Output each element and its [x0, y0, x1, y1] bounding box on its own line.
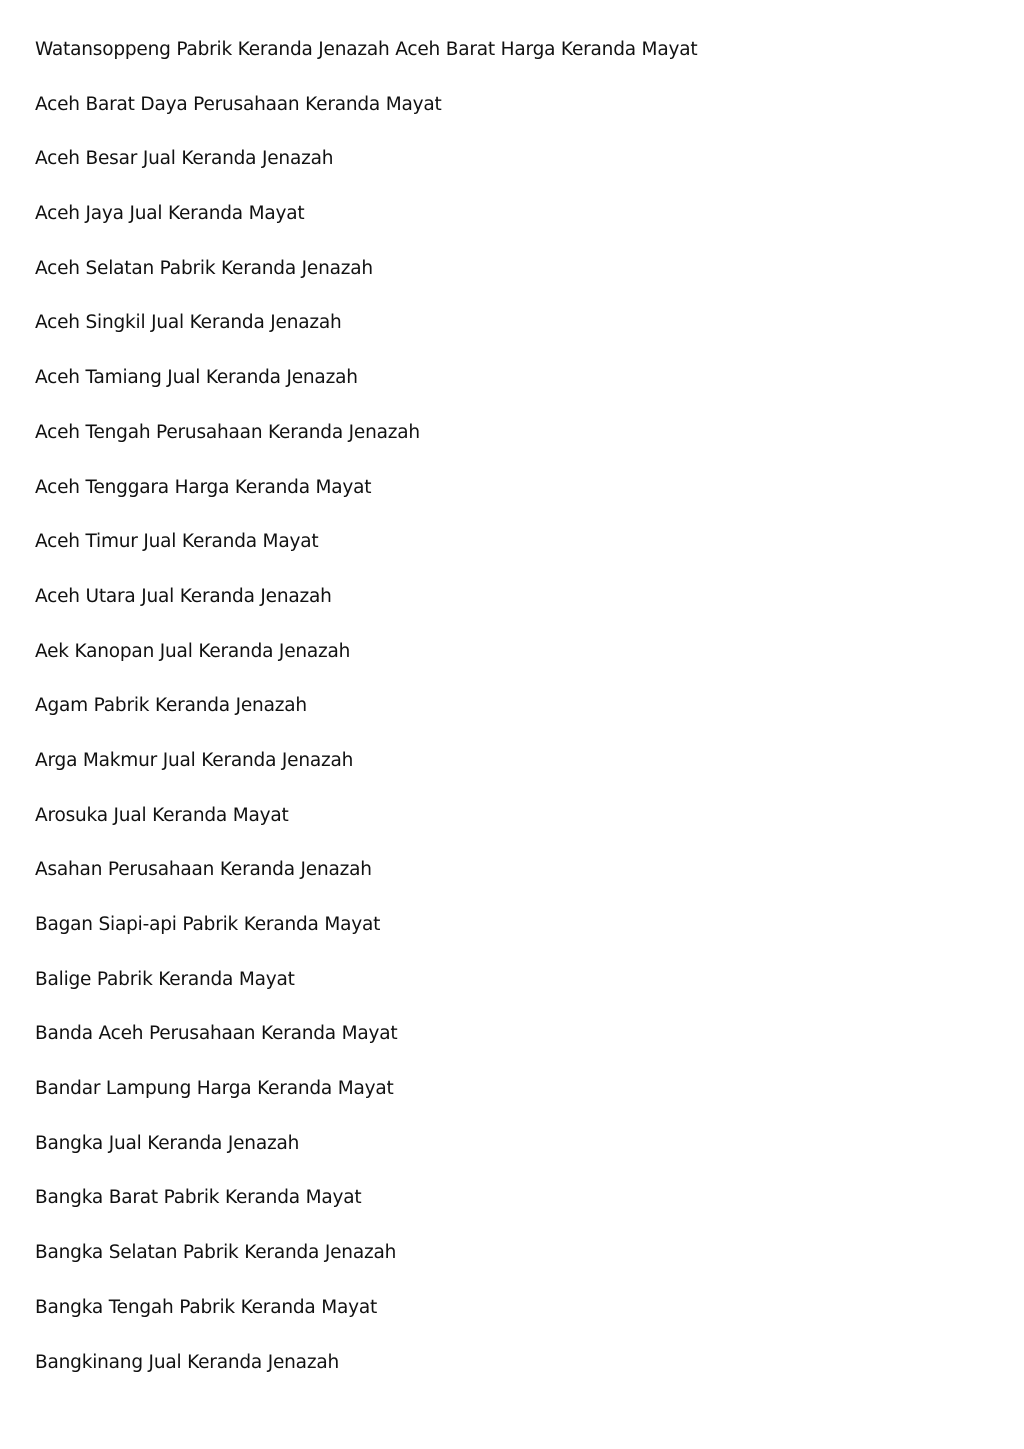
- text-line: Agam Pabrik Keranda Jenazah: [35, 695, 307, 717]
- text-line: Aek Kanopan Jual Keranda Jenazah: [35, 640, 351, 662]
- text-line: Bangka Selatan Pabrik Keranda Jenazah: [35, 1242, 397, 1264]
- text-line: Bangka Jual Keranda Jenazah: [35, 1132, 300, 1154]
- text-line: Aceh Selatan Pabrik Keranda Jenazah: [35, 257, 373, 279]
- text-line: Aceh Tamiang Jual Keranda Jenazah: [35, 367, 358, 389]
- text-line: Bangka Barat Pabrik Keranda Mayat: [35, 1187, 362, 1209]
- text-line: Arosuka Jual Keranda Mayat: [35, 804, 289, 826]
- text-line: Aceh Besar Jual Keranda Jenazah: [35, 148, 334, 170]
- text-line: Banda Aceh Perusahaan Keranda Mayat: [35, 1023, 398, 1045]
- text-line: Bagan Siapi-api Pabrik Keranda Mayat: [35, 914, 381, 935]
- text-line: Asahan Perusahaan Keranda Jenazah: [35, 859, 372, 881]
- text-line: Bangka Tengah Pabrik Keranda Mayat: [35, 1296, 378, 1318]
- text-line: Bangkinang Jual Keranda Jenazah: [35, 1351, 339, 1373]
- text-line: Arga Makmur Jual Keranda Jenazah: [35, 749, 354, 771]
- text-line: Aceh Tengah Perusahaan Keranda Jenazah: [35, 421, 420, 443]
- text-line: Aceh Utara Jual Keranda Jenazah: [35, 585, 332, 607]
- text-line: Aceh Tenggara Harga Keranda Mayat: [35, 476, 372, 498]
- text-line: Aceh Timur Jual Keranda Mayat: [35, 531, 319, 553]
- text-line: Aceh Singkil Jual Keranda Jenazah: [35, 312, 342, 334]
- text-line: Aceh Barat Daya Perusahaan Keranda Mayat: [35, 93, 442, 115]
- text-line: Balige Pabrik Keranda Mayat: [35, 968, 295, 990]
- text-line: Bandar Lampung Harga Keranda Mayat: [35, 1078, 394, 1100]
- text-line-list: [35, 37, 995, 1404]
- text-line: Watansoppeng Pabrik Keranda Jenazah Aceh Barat Harga Keranda Mayat: [35, 39, 698, 60]
- text-line: Aceh Jaya Jual Keranda Mayat: [35, 203, 305, 225]
